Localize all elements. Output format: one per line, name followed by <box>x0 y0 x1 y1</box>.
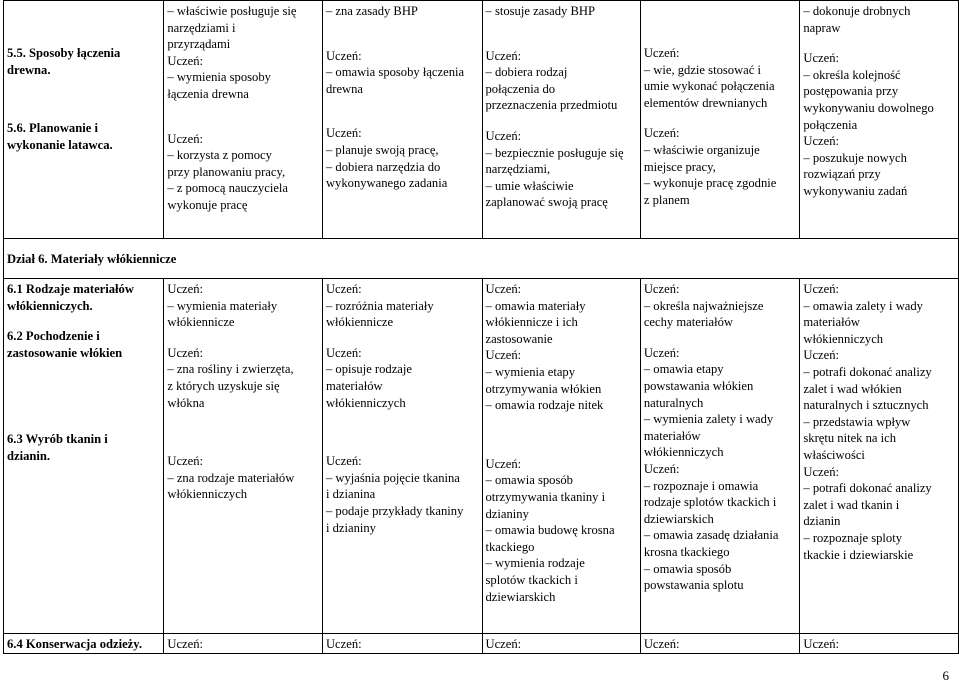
cell-line: materiałów <box>803 315 861 330</box>
cell-line: – określa najważniejsze <box>643 298 764 313</box>
cell-line: Uczeń: <box>167 53 204 68</box>
cell-line: otrzymywania włókien <box>485 381 602 396</box>
cell-line: – stosuje zasady BHP <box>485 4 595 18</box>
cell-line <box>326 425 479 439</box>
cell-line <box>644 3 797 17</box>
cell-line: Uczeń: <box>803 282 840 296</box>
cell-line <box>167 331 319 345</box>
cell-line: – dobiera narzędzia do <box>325 159 441 174</box>
cell-line: Uczeń: <box>643 46 680 60</box>
cell-line: włókiennicze <box>325 315 394 330</box>
cell-line: – właściwie organizuje <box>643 142 760 157</box>
cell-line: włókienniczych <box>325 395 406 410</box>
cell-line: rozwiązań przy <box>803 167 881 182</box>
cell-line: – wymienia rodzaje <box>485 556 585 571</box>
cell-line: – zna rodzaje materiałów <box>167 470 295 485</box>
grade-5-cell: Uczeń: <box>640 634 800 654</box>
topic-cell-6 <box>4 279 164 634</box>
cell-line: Uczeń: <box>803 464 840 479</box>
cell-line: włókienniczych <box>167 487 248 502</box>
cell-line: Uczeń: <box>167 131 204 146</box>
cell-line: 6.1 Rodzaje materiałów <box>7 282 134 296</box>
cell-line: – umie właściwie <box>485 178 574 193</box>
cell-line: – wymienia etapy <box>485 364 576 379</box>
cell-line <box>644 331 797 345</box>
cell-line: umie wykonać połączenia <box>643 79 775 94</box>
cell-line: Uczeń: <box>325 345 362 360</box>
cell-line: – omawia rodzaje nitek <box>485 398 604 413</box>
cell-line: – omawia budowę krosna <box>485 523 615 538</box>
cell-line <box>486 414 637 428</box>
cell-line: Uczeń: <box>325 126 362 141</box>
cell-line: krosna tkackiego <box>643 544 730 559</box>
cell-line: Uczeń: <box>643 461 680 476</box>
cell-line: materiałów <box>325 378 383 393</box>
cell-line: 5.6. Planowanie i <box>7 121 98 136</box>
cell-line: włókienniczych <box>803 331 884 346</box>
table-row-mid <box>4 279 959 634</box>
cell-line <box>167 103 319 117</box>
cell-line: przy planowaniu pracy, <box>167 164 286 179</box>
cell-line: tkackiego <box>485 539 535 554</box>
cell-line: właściwości <box>803 447 865 462</box>
cell-line: – omawia zasadę działania <box>643 528 779 543</box>
cell-line <box>644 31 797 45</box>
cell-line: – wymienia sposoby <box>167 70 271 85</box>
cell-line: Uczeń: <box>167 454 204 469</box>
grade-3-cell <box>322 279 482 634</box>
grade-5-cell <box>640 279 800 634</box>
grade-2-cell <box>164 1 323 239</box>
cell-line: – omawia sposób <box>643 561 732 576</box>
cell-line: elementów drewnianych <box>643 95 768 110</box>
cell-line: Uczeń: <box>325 454 362 469</box>
cell-line: Uczeń: <box>803 51 840 66</box>
topic-cell-6-4: 6.4 Konserwacja odzieży. <box>4 634 164 654</box>
cell-line: zalet i wad włókien <box>803 381 902 396</box>
cell-line <box>7 417 160 431</box>
grade-3-cell <box>322 1 482 239</box>
cell-line: – omawia etapy <box>643 362 724 377</box>
cell-line: – wyjaśnia pojęcie tkanina <box>325 470 460 485</box>
cell-line: drewna <box>325 81 364 96</box>
cell-line: wykonywanego zadania <box>325 176 448 191</box>
cell-line: – określa kolejność <box>803 67 901 82</box>
cell-line: – potrafi dokonać analizy <box>803 364 932 379</box>
cell-line <box>167 117 319 131</box>
cell-line: – przedstawia wpływ <box>803 414 911 429</box>
cell-line: cechy materiałów <box>643 315 733 330</box>
cell-line: naturalnych i sztucznych <box>803 398 929 413</box>
cell-line: włókienniczych <box>643 445 724 460</box>
cell-line: łączenia drewna <box>167 86 249 101</box>
cell-line <box>7 361 160 375</box>
section-row <box>4 239 959 279</box>
cell-line: Uczeń: <box>167 345 204 360</box>
cell-line <box>326 331 479 345</box>
cell-line: wykonuje pracę <box>167 197 248 212</box>
cell-line: – rozpoznaje sploty <box>803 530 902 545</box>
cell-line: – bezpiecznie posługuje się <box>485 145 624 160</box>
cell-line <box>326 20 479 34</box>
cell-line: Uczeń: <box>643 282 680 296</box>
cell-line <box>486 114 637 128</box>
cell-line: narzędziami i <box>167 20 236 35</box>
cell-line: wykonanie latawca. <box>7 137 113 152</box>
cell-line: – dokonuje drobnych <box>803 4 911 18</box>
cell-line: włókienniczych. <box>7 298 93 313</box>
cell-line: tkackie i dziewiarskie <box>803 547 914 562</box>
cell-line: 6.2 Pochodzenie i <box>7 329 100 344</box>
grade-6-cell <box>800 1 959 239</box>
cell-line <box>167 411 319 425</box>
table-row-last <box>4 634 959 654</box>
cell-line: rodzaje splotów tkackich i <box>643 495 777 510</box>
cell-line <box>7 78 160 92</box>
cell-line: – wie, gdzie stosować i <box>643 62 761 77</box>
cell-line: Uczeń: <box>643 126 680 141</box>
cell-line <box>326 439 479 453</box>
cell-line: Uczeń: <box>325 48 362 63</box>
cell-line: – dobiera rodzaj <box>485 65 568 80</box>
cell-line <box>326 34 479 48</box>
cell-line: zastosowanie włókien <box>7 345 123 360</box>
topic-cell-5-5 <box>4 1 164 239</box>
grade-4-cell <box>482 1 640 239</box>
cell-line: zastosowanie <box>485 331 553 346</box>
grade-2-cell <box>164 279 323 634</box>
cell-line: dziewiarskich <box>485 589 556 604</box>
cell-line: 5.5. Sposoby łączenia <box>7 46 121 60</box>
page-number: 6 <box>942 668 949 683</box>
cell-line <box>167 425 319 439</box>
cell-line: – omawia sposoby łączenia <box>325 65 465 80</box>
cell-line <box>7 31 160 45</box>
cell-line: dzianiny <box>485 506 529 521</box>
grade-3-cell: Uczeń: <box>322 634 482 654</box>
cell-line <box>7 3 160 17</box>
cell-line: zaplanować swoją pracę <box>485 195 608 210</box>
cell-line: – wykonuje pracę zgodnie <box>643 176 777 191</box>
cell-line: naturalnych <box>643 395 704 410</box>
cell-line: przyrządami <box>167 37 231 52</box>
cell-line: połączenia do <box>485 81 556 96</box>
cell-line: powstawania włókien <box>643 378 754 393</box>
cell-line <box>486 428 637 442</box>
cell-line <box>326 411 479 425</box>
cell-line: – potrafi dokonać analizy <box>803 481 932 496</box>
cell-line: Uczeń: <box>643 345 680 360</box>
cell-line: – zna zasady BHP <box>325 4 418 18</box>
cell-line: dzianin <box>803 514 841 529</box>
cell-line <box>7 314 160 328</box>
cell-line: miejsce pracy, <box>643 159 716 174</box>
cell-line <box>7 403 160 417</box>
cell-line: drewna. <box>7 62 51 77</box>
grade-2-cell: Uczeń: <box>164 634 323 654</box>
cell-line: – z pomocą nauczyciela <box>167 181 288 196</box>
cell-line: – opisuje rodzaje <box>325 362 412 377</box>
cell-line: Uczeń: <box>803 348 840 363</box>
cell-line: materiałów <box>643 428 701 443</box>
cell-line: włókiennicze <box>167 315 235 330</box>
grade-4-cell <box>482 279 640 634</box>
cell-line: narzędziami, <box>485 162 551 177</box>
section-title: Dział 6. Materiały włókiennicze <box>4 239 959 279</box>
cell-line: Uczeń: <box>485 282 522 296</box>
cell-line <box>486 34 637 48</box>
grade-5-cell <box>640 1 800 239</box>
cell-line: skrętu nitek na ich <box>803 431 897 446</box>
cell-line: – poszukuje nowych <box>803 150 907 165</box>
cell-line: wykonywaniu zadań <box>803 183 908 198</box>
cell-line: Uczeń: <box>803 134 840 149</box>
grade-6-cell: Uczeń: <box>800 634 959 654</box>
cell-line <box>644 17 797 31</box>
cell-line <box>803 36 955 50</box>
grade-6-cell <box>800 279 959 634</box>
cell-line: Uczeń: <box>167 282 204 296</box>
cell-line: Uczeń: <box>485 48 522 63</box>
table-row-top <box>4 1 959 239</box>
cell-line: – podaje przykłady tkaniny <box>325 503 464 518</box>
cell-line: napraw <box>803 20 841 35</box>
cell-line <box>644 111 797 125</box>
cell-line <box>326 97 479 111</box>
cell-line <box>486 442 637 456</box>
cell-line: połączenia <box>803 117 858 132</box>
cell-line: – rozpoznaje i omawia <box>643 478 759 493</box>
cell-line <box>7 17 160 31</box>
cell-line: – omawia zalety i wady <box>803 298 923 313</box>
cell-line: – zna rośliny i zwierzęta, <box>167 362 294 377</box>
cell-line <box>326 111 479 125</box>
cell-line: – rozróżnia materiały <box>325 298 434 313</box>
cell-line: Uczeń: <box>485 456 522 471</box>
cell-line: włókiennicze i ich <box>485 315 578 330</box>
cell-line: Uczeń: <box>325 282 362 296</box>
cell-line: z planem <box>643 192 690 207</box>
cell-line: – omawia materiały <box>485 298 586 313</box>
curriculum-table <box>3 0 959 654</box>
cell-line: – omawia sposób <box>485 473 573 488</box>
cell-line: zalet i wad tkanin i <box>803 497 900 512</box>
cell-line: dziewiarskich <box>643 511 714 526</box>
cell-line <box>486 20 637 34</box>
cell-line: – wymienia zalety i wady <box>643 412 774 427</box>
cell-line: dzianin. <box>7 448 51 463</box>
cell-line <box>167 439 319 453</box>
cell-line: włókna <box>167 395 205 410</box>
cell-line: przeznaczenia przedmiotu <box>485 98 618 113</box>
cell-line: splotów tkackich i <box>485 572 578 587</box>
cell-line: – planuje swoją pracę, <box>325 142 439 157</box>
cell-line: – wymienia materiały <box>167 298 278 313</box>
cell-line: Uczeń: <box>485 128 522 143</box>
cell-line <box>7 92 160 106</box>
cell-line <box>7 106 160 120</box>
cell-line: postępowania przy <box>803 84 899 99</box>
cell-line: otrzymywania tkaniny i <box>485 489 606 504</box>
cell-line: wykonywaniu dowolnego <box>803 100 934 115</box>
cell-line: – właściwie posługuje się <box>167 4 297 18</box>
cell-line <box>7 375 160 389</box>
cell-line: – korzysta z pomocy <box>167 148 272 163</box>
cell-line: i dzianina <box>325 487 376 502</box>
cell-line: powstawania splotu <box>643 578 744 593</box>
grade-4-cell: Uczeń: <box>482 634 640 654</box>
cell-line: 6.3 Wyrób tkanin i <box>7 432 108 447</box>
cell-line: Uczeń: <box>485 348 522 363</box>
cell-line <box>7 389 160 403</box>
cell-line: z których uzyskuje się <box>167 378 280 393</box>
cell-line: i dzianiny <box>325 520 376 535</box>
